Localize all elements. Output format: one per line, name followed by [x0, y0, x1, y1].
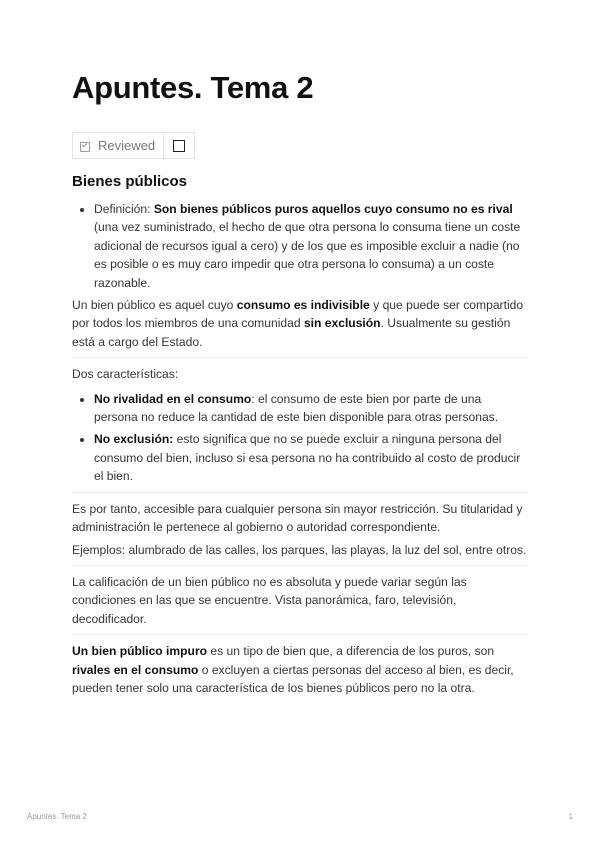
- paragraph-access: Es por tanto, accesible para cualquier persona sin mayor restricción. Su titularidad y administración le pertenece al gobierno o autoridad correspondiente.: [72, 501, 523, 535]
- para1-text-3: . Usualmente su gestión está a cargo del Estado.: [72, 316, 511, 349]
- characteristics-list: [72, 390, 528, 486]
- footer-title: Apuntes. Tema 2: [27, 812, 87, 821]
- list-item: [94, 430, 528, 485]
- para1-bold-1: consumo es indivisible: [236, 298, 370, 313]
- reviewed-property: [72, 132, 195, 159]
- para5-text-1: es un tipo de bien que, a diferencia de los puros, son: [207, 644, 495, 659]
- para1-text-1: Un bien público es aquel cuyo: [72, 298, 237, 313]
- definition-item: [94, 200, 528, 292]
- para5-text-2: o excluyen a ciertas personas del acceso al bien, es decir, pueden tener solo una característica de los bienes públicos pero no la otra.: [72, 662, 514, 695]
- definition-rest: (una vez suministrado, el hecho de que otra persona lo consuma tiene un coste adicional de recursos igual a cero) y de los que es imposible excluir a nadie (no es posible o es muy caro impedir que otra persona lo consuma) a un coste razonable.: [94, 220, 521, 290]
- paragraph-qualification: La calificación de un bien público no es absoluta y puede variar según las condiciones en las que se encuentre. Vista panorámica, faro, televisión, decodificador.: [72, 574, 467, 626]
- divider: [72, 492, 528, 493]
- divider: [72, 565, 528, 566]
- checkbox-property-icon: [80, 142, 90, 152]
- reviewed-property-label: [73, 133, 164, 158]
- paragraph-impure: [72, 642, 528, 697]
- para1-text-2: y que puede ser compartido por todos los miembros de una comunidad: [72, 298, 524, 331]
- list-item: [94, 390, 528, 427]
- footer-page-number: 1: [568, 812, 573, 821]
- definition-list: [72, 200, 528, 292]
- definition-prefix: Definición:: [94, 202, 154, 216]
- para5-bold-2: rivales en el consumo: [72, 662, 199, 677]
- characteristic-text: esto significa que no se puede excluir a ninguna persona del consumo del bien, incluso si esa persona no ha contribuido al costo de producir el bien.: [94, 432, 521, 484]
- divider: [72, 634, 528, 635]
- characteristic-bold: No rivalidad en el consumo: [94, 391, 252, 406]
- paragraph-indivisible: [72, 296, 528, 351]
- paragraph-examples: Ejemplos: alumbrado de las calles, los parques, las playas, la luz del sol, entre otros.: [72, 542, 527, 557]
- divider: [72, 357, 528, 358]
- content: [72, 200, 528, 697]
- characteristics-intro: Dos características:: [72, 367, 179, 382]
- characteristic-text: : el consumo de este bien por parte de una persona no reduce la cantidad de este bien disponible para otras personas.: [94, 391, 499, 425]
- reviewed-checkbox[interactable]: [173, 140, 185, 152]
- para5-bold-1: Un bien público impuro: [72, 644, 208, 659]
- reviewed-checkbox-cell[interactable]: [164, 133, 194, 158]
- definition-bold: Son bienes públicos puros aquellos cuyo consumo no es rival: [153, 202, 513, 216]
- page-title: Apuntes. Tema 2: [72, 70, 314, 105]
- para1-bold-2: sin exclusión: [303, 316, 381, 331]
- characteristic-bold: No exclusión:: [94, 432, 174, 447]
- reviewed-label-text: Reviewed: [98, 138, 156, 153]
- section-heading: Bienes públicos: [72, 173, 188, 190]
